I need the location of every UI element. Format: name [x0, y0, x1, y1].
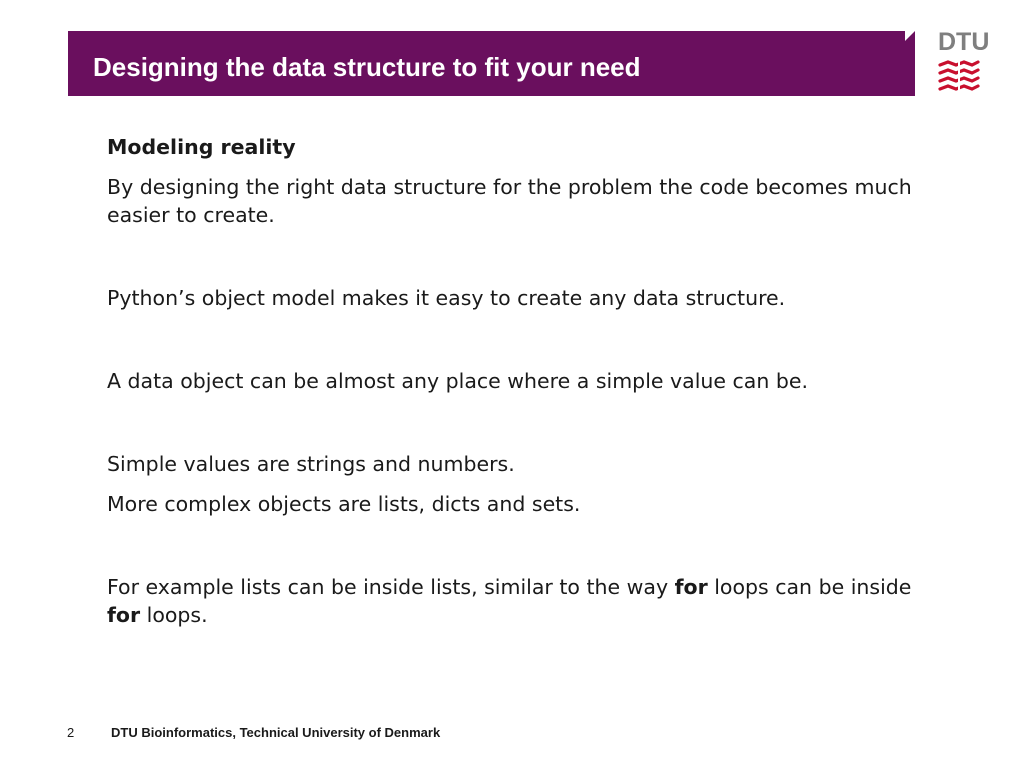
keyword-for-1: for — [674, 575, 708, 599]
footer-text: DTU Bioinformatics, Technical University of Denmark — [111, 725, 441, 740]
paragraph-5: More complex objects are lists, dicts and sets. — [107, 492, 581, 516]
paragraph-1: By designing the right data structure for the problem the code becomes much easier to create. — [107, 175, 912, 227]
paragraph-3: A data object can be almost any place where a simple value can be. — [107, 369, 809, 393]
slide-title: Designing the data structure to fit your need — [93, 52, 641, 82]
paragraph-4: Simple values are strings and numbers. — [107, 452, 515, 476]
paragraph-6-text-1: For example lists can be inside lists, similar to the way — [107, 575, 675, 599]
keyword-for-2: for — [107, 603, 141, 627]
dtu-logo-icon — [936, 60, 982, 92]
paragraph-6 — [107, 573, 927, 629]
slide-content — [107, 133, 927, 629]
dtu-logo — [936, 28, 990, 92]
paragraph-6-text-2: loops can be inside — [707, 575, 912, 599]
content-heading: Modeling reality — [107, 135, 296, 159]
paragraph-6-text-3: loops. — [140, 603, 208, 627]
paragraph-2: Python’s object model makes it easy to create any data structure. — [107, 286, 786, 310]
dtu-logo-text: DTU — [938, 28, 990, 56]
page-number: 2 — [67, 725, 75, 740]
title-bar-notch — [905, 31, 915, 41]
